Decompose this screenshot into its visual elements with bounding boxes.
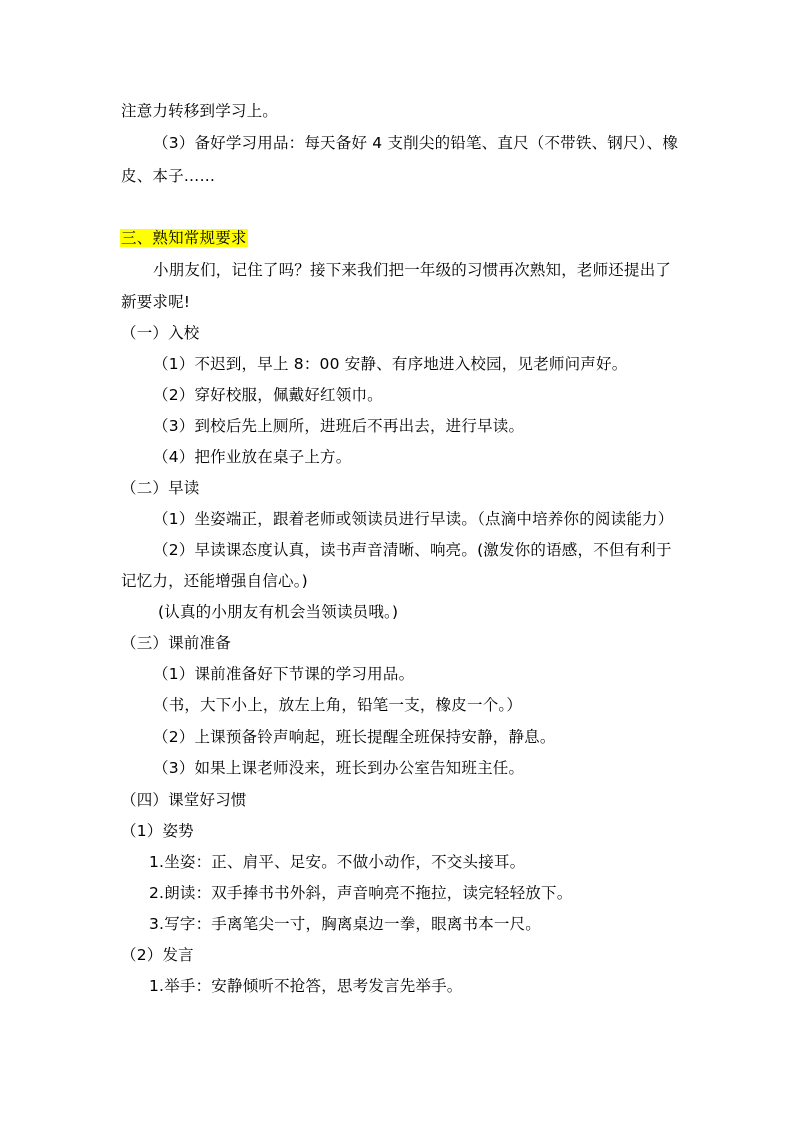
- text-line: （3）到校后先上厕所，进班后不再出去，进行早读。: [153, 417, 525, 435]
- text-line: （3）如果上课老师没来，班长到办公室告知班主任。: [153, 759, 525, 777]
- text-line: 小朋友们，记住了吗？接下来我们把一年级的习惯再次熟知，老师还提出了: [153, 261, 672, 279]
- text-line: 2.朗读：双手捧书书外斜，声音响亮不拖拉，读完轻轻放下。: [149, 884, 573, 902]
- text-line: （1）不迟到，早上 8：00 安静、有序地进入校园，见老师问声好。: [153, 355, 628, 373]
- text-line: 新要求呢!: [121, 293, 191, 311]
- text-line: （2）上课预备铃声响起，班长提醒全班保持安静，静息。: [153, 728, 556, 746]
- subheading: （1）姿势: [121, 822, 194, 840]
- subheading: （二）早读: [121, 479, 200, 497]
- text-line: （2）早读课态度认真，读书声音清晰、响亮。(激发你的语感，不但有利于: [153, 541, 672, 559]
- text-line: （3）备好学习用品：每天备好 4 支削尖的铅笔、直尺（不带铁、钢尺）、橡: [153, 134, 679, 152]
- text-line: （1）课前准备好下节课的学习用品。: [153, 665, 415, 683]
- text-line: 1.坐姿：正、肩平、足安。不做小动作，不交头接耳。: [149, 853, 526, 871]
- subheading: （四）课堂好习惯: [121, 791, 247, 809]
- text-line: 1.举手：安静倾听不抢答，思考发言先举手。: [149, 977, 463, 995]
- text-line: （4）把作业放在桌子上方。: [153, 448, 352, 466]
- text-line: （1）坐姿端正，跟着老师或领读员进行早读。（点滴中培养你的阅读能力）: [153, 510, 674, 528]
- text-line: （2）穿好校服，佩戴好红领巾。: [153, 386, 383, 404]
- highlighted-heading: 三、熟知常规要求: [121, 229, 247, 247]
- text-line: 皮、本子……: [121, 167, 216, 185]
- subheading: （一）入校: [121, 324, 200, 342]
- text-line: (认真的小朋友有机会当领读员哦。): [158, 603, 399, 621]
- text-line: 3.写字：手离笔尖一寸，胸离桌边一拳，眼离书本一尺。: [149, 915, 541, 933]
- subheading: （2）发言: [121, 946, 194, 964]
- subheading: （三）课前准备: [121, 634, 231, 652]
- text-line: 注意力转移到学习上。: [121, 102, 279, 120]
- text-line: （书，大下小上，放左上角，铅笔一支，橡皮一个。）: [153, 696, 523, 714]
- text-line: 记忆力，还能增强自信心。): [121, 572, 308, 590]
- section-heading: [120, 228, 248, 248]
